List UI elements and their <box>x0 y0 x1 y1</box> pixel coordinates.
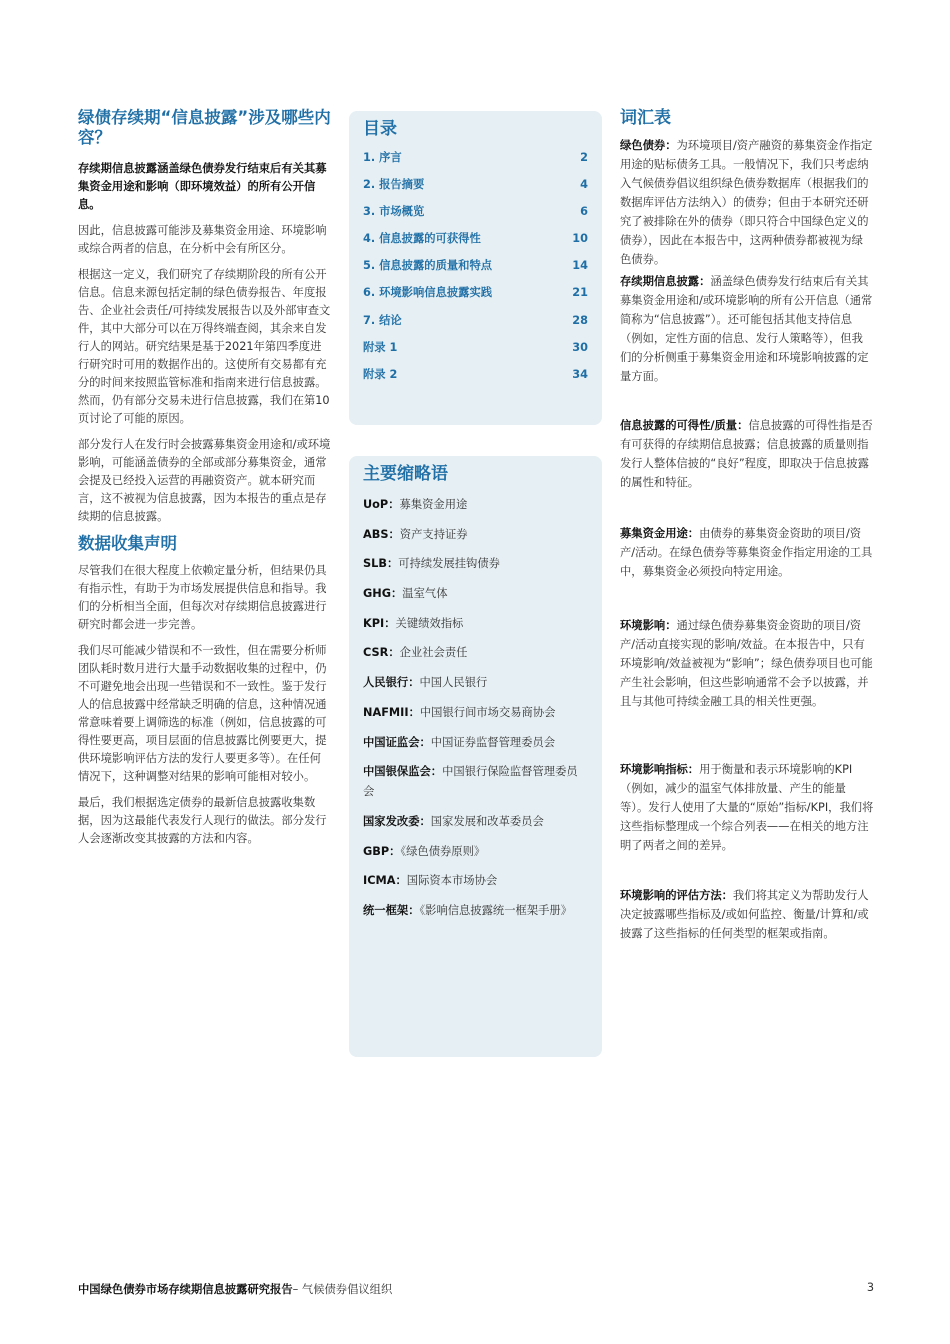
toc-item[interactable] <box>363 284 588 311</box>
toc-item-label: 附录 2 <box>363 367 398 381</box>
abbreviation-def: 募集资金用途 <box>399 498 468 511</box>
abbreviation-def: 中国证券监督管理委员会 <box>430 735 556 749</box>
toc-item[interactable] <box>363 176 588 203</box>
toc-item[interactable] <box>363 149 588 176</box>
abbreviation-item <box>363 584 588 604</box>
abbreviation-def: 国际资本市场协会 <box>406 874 498 888</box>
abbreviation-term: 中国证监会： <box>363 735 431 749</box>
glossary-def: 信息披露的可得性指是否有可获得的存续期信息披露；信息披露的质量则指发行人整体信披的“良好”程度，即取决于信息披露的属性和特征。 <box>620 419 873 489</box>
abbreviation-def: 中国银行保险监督管理委员会 <box>363 765 578 799</box>
abbreviation-term: 人民银行： <box>363 676 420 690</box>
abbreviation-def: 关键绩效指标 <box>395 616 464 630</box>
section-heading-data-collection: 数据收集声明 <box>78 534 177 553</box>
toc-item-label: 6. 环境影响信息披露实践 <box>363 286 493 300</box>
abbreviation-item <box>363 812 588 832</box>
abbreviation-term: 国家发改委： <box>363 814 431 828</box>
paragraph: 根据这一定义，我们研究了存续期阶段的所有公开信息。信息来源包括定制的绿色债券报告、年度报告、企业社会责任/可持续发展报告以及外部审查文件，其中大部分可以在万得终端查阅，其余来自发行人的网站。研究结果是基于2021年第四季度进行研究时可用的数据作出的。这使所有交易都有充分的时间来按照监管标准和指南来进行信息披露。然而，仍有部分交易未进行信息披露，我们在第10页讨论了可能的原因。 <box>78 268 331 425</box>
abbreviation-term: GBP： <box>363 844 401 858</box>
glossary-term: 募集资金用途： <box>620 527 700 540</box>
left-column <box>78 108 331 848</box>
abbreviation-def: 中国人民银行 <box>419 676 488 690</box>
abbreviation-def: 资产支持证券 <box>399 527 468 541</box>
glossary-def: 为环境项目/资产融资的募集资金作指定用途的贴标债务工具。一般情况下，我们只考虑纳入气候债券倡议组织绿色债券数据库（根据我们的数据库评估方法纳入）的债券；但由于本研究还研究了被排除在外的债券（即只符合中国绿色定义的债券），因此在本报告中，这两种债券都被视为绿色债券。 <box>620 139 873 266</box>
abbreviation-term: KPI： <box>363 616 396 630</box>
toc-item-label: 5. 信息披露的质量和特点 <box>363 259 493 273</box>
footer-report-title: 中国绿色债券市场存续期信息披露研究报告 <box>78 1283 293 1296</box>
footer-organization: – 气候债券倡议组织 <box>292 1283 393 1296</box>
abbreviations-panel <box>349 456 602 1057</box>
toc-item-page: 10 <box>572 232 588 246</box>
toc-item[interactable] <box>363 366 588 393</box>
toc-item-label: 3. 市场概览 <box>363 205 425 219</box>
abbreviation-def: 企业社会责任 <box>399 646 468 660</box>
glossary-term: 存续期信息披露： <box>620 275 711 288</box>
abbreviation-term: NAFMII： <box>363 705 420 719</box>
abbreviation-def: 《绿色债券原则》 <box>400 844 486 858</box>
toc-item-page: 34 <box>572 367 588 381</box>
abbreviation-def: 中国银行间市场交易商协会 <box>419 705 556 719</box>
abbreviation-item <box>363 495 588 515</box>
abbreviation-item <box>363 673 588 693</box>
toc-item-page: 6 <box>580 205 588 219</box>
abbreviation-term: SLB： <box>363 557 399 571</box>
abbreviation-term: ABS： <box>363 527 400 541</box>
lead-paragraph: 存续期信息披露涵盖绿色债券发行结束后有关其募集资金用途和影响（即环境效益）的所有公开信息。 <box>78 162 327 211</box>
abbreviation-term: GHG： <box>363 587 403 601</box>
abbreviation-term: UoP： <box>363 498 400 511</box>
toc-item-label: 2. 报告摘要 <box>363 178 425 192</box>
toc-item-label: 附录 1 <box>363 340 398 354</box>
abbreviation-term: 中国银保监会： <box>363 765 443 779</box>
paragraph: 我们尽可能减少错误和不一致性，但在需要分析师团队耗时数月进行大量手动数据收集的过程中，仍不可避免地会出现一些错误和不一致性。鉴于发行人的信息披露中经常缺乏明确的信息，这种情况通常意味着要上调筛选的标准（例如，信息披露的可得性要更高，项目层面的信息披露比例要更大，提供环境影响评估方法的发行人要更多等）。在任何情况下，这种调整对结果的影响可能相对较小。 <box>78 644 327 783</box>
abbreviation-item <box>363 554 588 574</box>
paragraph: 因此，信息披露可能涉及募集资金用途、环境影响或综合两者的信息，在分析中会有所区分。 <box>78 224 327 255</box>
abbreviation-item <box>363 871 588 891</box>
glossary-entry <box>620 616 874 711</box>
abbreviation-item <box>363 525 588 545</box>
abbreviation-term: 统一框架： <box>363 903 420 917</box>
abbreviation-item <box>363 842 588 862</box>
abbreviation-item <box>363 614 588 634</box>
glossary-def: 由债券的募集资金资助的项目/资产/活动。在绿色债券等募集资金作指定用途的工具中，募集资金必须投向特定用途。 <box>620 527 873 578</box>
toc-item[interactable] <box>363 312 588 339</box>
abbreviation-def: 可持续发展挂钩债券 <box>398 557 500 571</box>
page-footer <box>78 1281 874 1297</box>
abbreviation-item <box>363 733 588 753</box>
toc-list <box>363 149 588 393</box>
glossary-term: 环境影响的评估方法： <box>620 889 733 902</box>
glossary-term: 环境影响： <box>620 619 677 632</box>
glossary-entry <box>620 524 874 581</box>
abbreviations-list <box>363 495 588 921</box>
glossary-entry <box>620 136 874 269</box>
abbreviation-def: 国家发展和改革委员会 <box>430 814 544 828</box>
toc-item[interactable] <box>363 203 588 230</box>
abbreviations-title: 主要缩略语 <box>363 464 448 484</box>
glossary-entry <box>620 760 874 855</box>
toc-title: 目录 <box>363 119 397 139</box>
toc-item[interactable] <box>363 230 588 257</box>
glossary-def: 我们将其定义为帮助发行人决定披露哪些指标及/或如何监控、衡量/计算和/或披露了这些指标的任何类型的框架或指南。 <box>620 889 869 940</box>
glossary-def: 涵盖绿色债券发行结束后有关其募集资金用途和/或环境影响的所有公开信息（通常简称为“信息披露”）。还可能包括其他支持信息（例如，定性方面的信息、发行人策略等），但我们的分析侧重于募集资金用途和环境影响披露的定量方面。 <box>620 275 873 383</box>
paragraph: 尽管我们在很大程度上依赖定量分析，但结果仍具有指示性，有助于为市场发展提供信息和指导。我们的分析相当全面，但每次对存续期信息披露进行研究时都会进一步完善。 <box>78 564 327 631</box>
toc-item-page: 28 <box>572 313 588 327</box>
toc-item-page: 4 <box>580 178 588 192</box>
abbreviation-item <box>363 762 588 802</box>
toc-item-label: 4. 信息披露的可获得性 <box>363 232 481 246</box>
abbreviation-def: 《影响信息披露统一框架手册》 <box>419 903 573 917</box>
abbreviation-item <box>363 643 588 663</box>
toc-item-page: 2 <box>580 151 588 164</box>
toc-item-page: 14 <box>572 259 588 273</box>
toc-item-page: 21 <box>572 286 588 300</box>
glossary-term: 信息披露的可得性/质量： <box>620 419 749 432</box>
glossary-term: 环境影响指标： <box>620 763 700 776</box>
toc-item[interactable] <box>363 339 588 366</box>
glossary-entry <box>620 416 874 492</box>
abbreviation-item <box>363 901 588 921</box>
glossary-def: 通过绿色债券募集资金资助的项目/资产/活动直接实现的影响/效益。在本报告中，只有环境影响/效益被视为“影响”；绿色债券项目也可能产生社会影响，但这些影响通常不会予以披露，并且与其他可持续金融工具的相关性更强。 <box>620 619 873 708</box>
footer-title <box>78 1281 392 1297</box>
glossary-entry <box>620 272 874 386</box>
abbreviation-def: 温室气体 <box>402 587 448 601</box>
toc-item-page: 30 <box>572 340 588 354</box>
toc-item-label: 1. 序言 <box>363 151 402 164</box>
abbreviation-term: ICMA： <box>363 874 407 888</box>
section-heading: 绿债存续期“信息披露”涉及哪些内容？ <box>78 108 331 147</box>
abbreviation-item <box>363 703 588 723</box>
page-number: 3 <box>866 1281 874 1294</box>
glossary-title: 词汇表 <box>620 108 671 128</box>
glossary-column <box>620 108 874 940</box>
glossary-entry <box>620 886 874 943</box>
glossary-def: 用于衡量和表示环境影响的KPI（例如，减少的温室气体排放量、产生的能量等）。发行人使用了大量的“原始”指标/KPI，我们将这些指标整理成一个综合列表——在相关的地方注明了两者之间的差异。 <box>620 763 874 852</box>
toc-panel <box>349 111 602 425</box>
glossary-term: 绿色债券： <box>620 139 677 152</box>
paragraph: 最后，我们根据选定债券的最新信息披露收集数据，因为这最能代表发行人现行的做法。部分发行人会逐渐改变其披露的方法和内容。 <box>78 796 327 845</box>
toc-item[interactable] <box>363 257 588 284</box>
toc-item-label: 7. 结论 <box>363 313 402 327</box>
paragraph: 部分发行人在发行时会披露募集资金用途和/或环境影响，可能涵盖债券的全部或部分募集资金，通常会提及已经投入运营的再融资资产。就本研究而言，这不被视为信息披露，因为本报告的重点是存续期的信息披露。 <box>78 438 331 523</box>
abbreviation-term: CSR： <box>363 646 400 660</box>
